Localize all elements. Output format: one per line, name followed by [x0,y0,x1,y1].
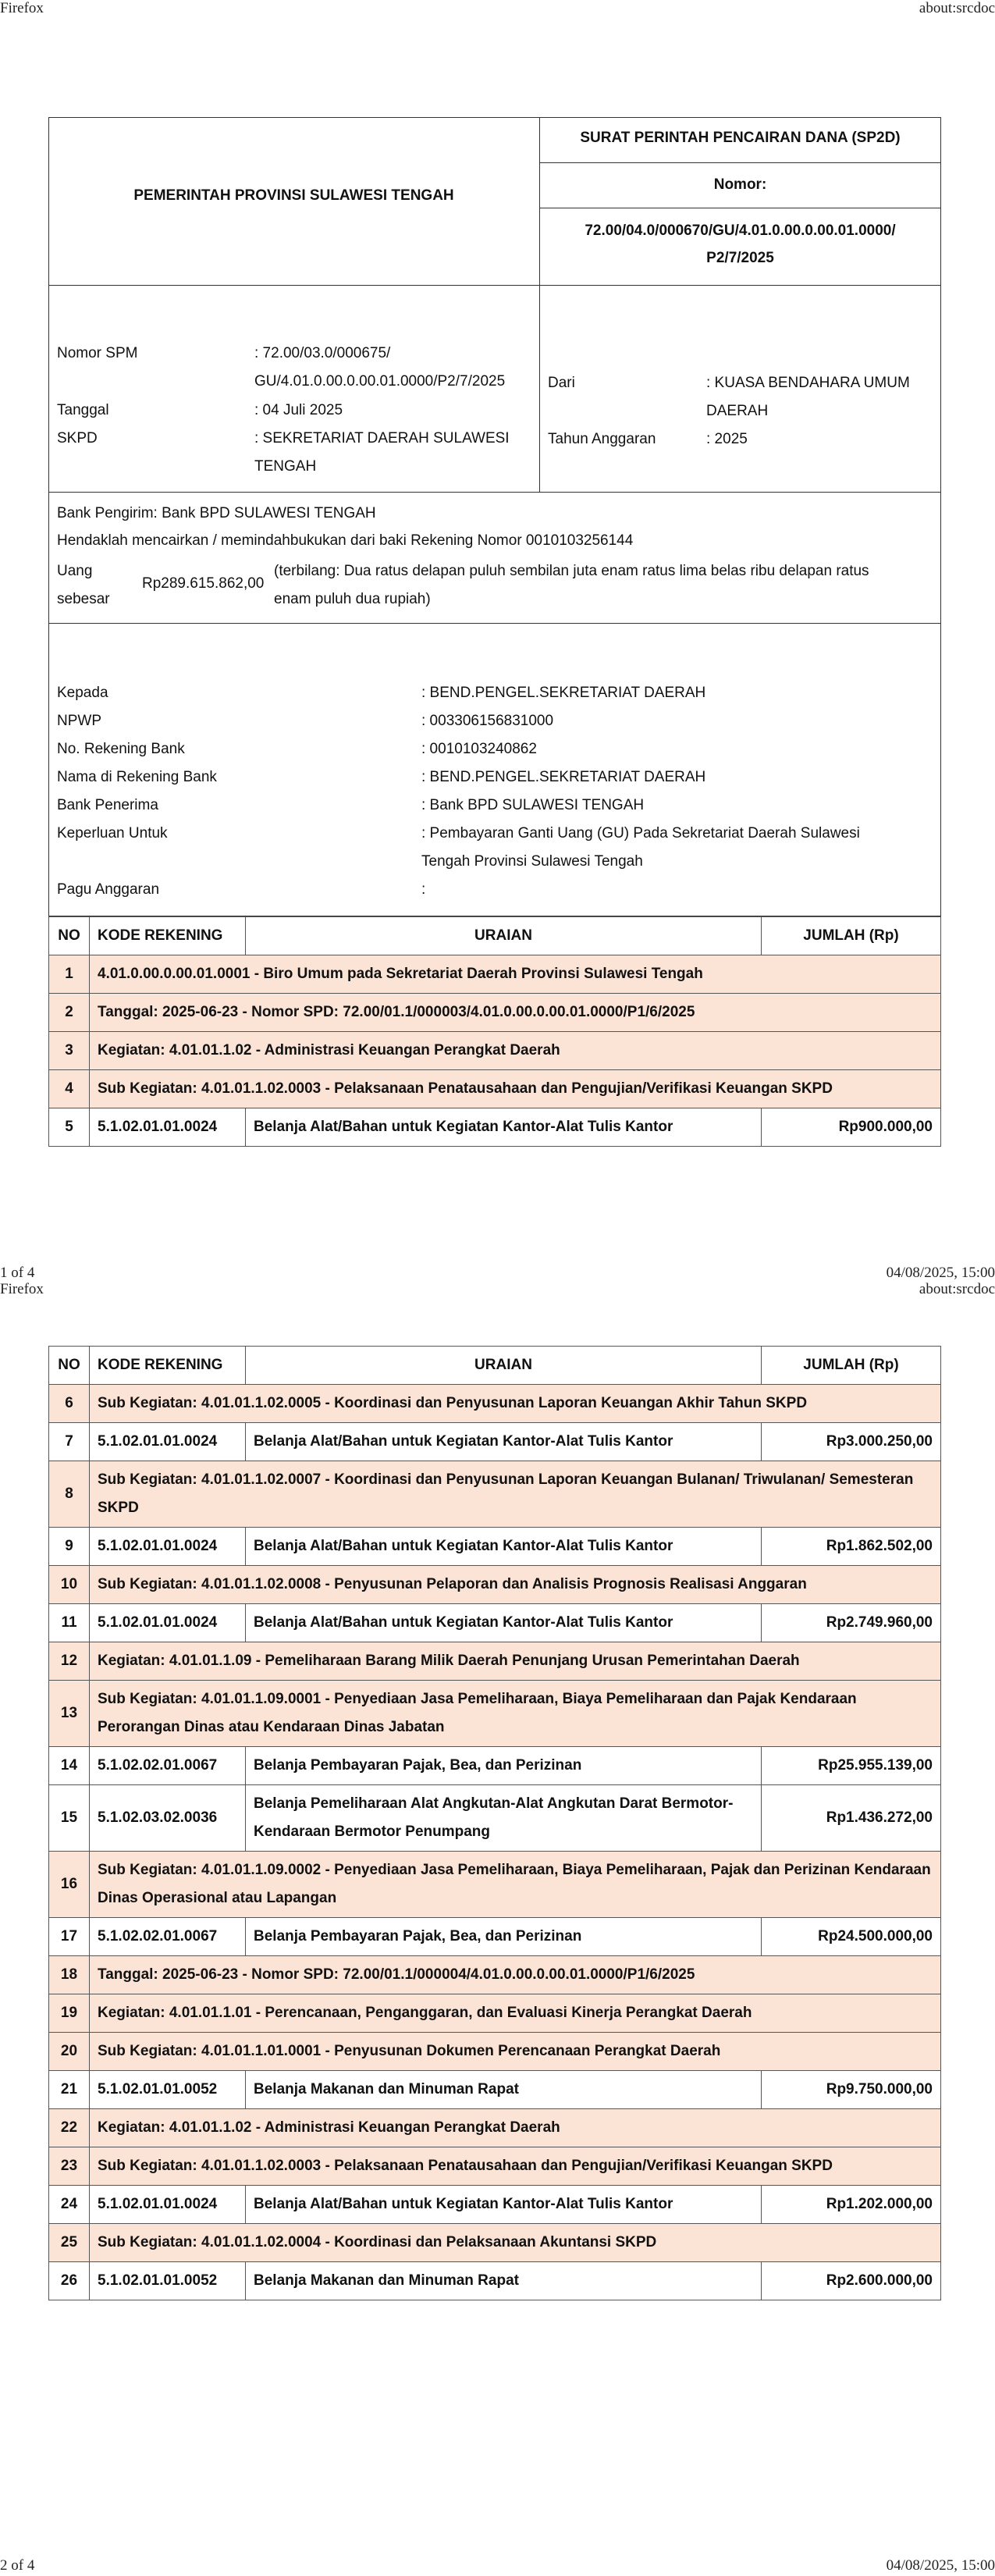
col-header-no: NO [49,917,90,955]
row-kode-rekening: 5.1.02.01.01.0052 [90,2071,246,2109]
row-kode-rekening: 5.1.02.01.01.0024 [90,2186,246,2224]
dari-value-1: : KUASA BENDAHARA UMUM [706,375,910,391]
nama-rekening-label: Nama di Rekening Bank [57,769,217,785]
table-row [49,1604,941,1642]
row-number: 22 [49,2109,90,2147]
dari-value-2: DAERAH [706,403,769,419]
row-number: 7 [49,1423,90,1461]
row-jumlah: Rp1.862.502,00 [762,1528,941,1566]
skpd-value-1: : SEKRETARIAT DAERAH SULAWESI [254,430,510,447]
table-row [49,1956,941,1994]
row-uraian: Belanja Alat/Bahan untuk Kegiatan Kantor-Alat Tulis Kantor [246,1528,762,1566]
page-2-timestamp: 04/08/2025, 15:00 [886,2557,995,2574]
table-row [49,2109,941,2147]
browser-app-name-page-2: Firefox [0,1281,44,1297]
row-group-text: Sub Kegiatan: 4.01.01.1.02.0004 - Koordinasi dan Pelaksanaan Akuntansi SKPD [90,2224,941,2262]
table-row [49,1108,941,1147]
bank-penerima-value: : Bank BPD SULAWESI TENGAH [421,797,645,813]
row-jumlah: Rp1.436.272,00 [762,1785,941,1852]
row-number: 19 [49,1994,90,2033]
row-uraian: Belanja Pembayaran Pajak, Bea, dan Perizinan [246,1747,762,1785]
row-kode-rekening: 5.1.02.01.01.0024 [90,1604,246,1642]
row-number: 15 [49,1785,90,1852]
jumlah-uang: Rp289.615.862,00 [142,575,265,592]
row-uraian: Belanja Alat/Bahan untuk Kegiatan Kantor-Alat Tulis Kantor [246,1604,762,1642]
row-group-text: Kegiatan: 4.01.01.1.02 - Administrasi Keuangan Perangkat Daerah [90,2109,941,2147]
col-header-kode: KODE REKENING [90,1347,246,1385]
row-number: 16 [49,1852,90,1918]
row-number: 26 [49,2262,90,2300]
row-number: 17 [49,1918,90,1956]
table-row [49,1032,941,1070]
table-row [49,955,941,994]
nomor-spm-value-2: GU/4.01.0.00.0.00.01.0000/P2/7/2025 [254,373,506,390]
row-group-text: Sub Kegiatan: 4.01.01.1.02.0008 - Penyusunan Pelaporan dan Analisis Prognosis Realisasi Anggaran [90,1566,941,1604]
tanggal-value: : 04 Juli 2025 [254,402,343,418]
row-jumlah: Rp9.750.000,00 [762,2071,941,2109]
bank-pengirim: Bank Pengirim: Bank BPD SULAWESI TENGAH [57,505,376,521]
row-number: 18 [49,1956,90,1994]
table-header-row [49,917,941,955]
table-row [49,2186,941,2224]
row-number: 13 [49,1681,90,1747]
table-row [49,1461,941,1528]
terbilang-line-1: (terbilang: Dua ratus delapan puluh sembilan juta enam ratus lima belas ribu delapan ratus [274,563,869,579]
row-group-text: Kegiatan: 4.01.01.1.09 - Pemeliharaan Barang Milik Daerah Penunjang Urusan Pemerintahan Daerah [90,1642,941,1681]
row-uraian: Belanja Makanan dan Minuman Rapat [246,2262,762,2300]
row-group-text: 4.01.0.00.0.00.01.0001 - Biro Umum pada Sekretariat Daerah Provinsi Sulawesi Tengah [90,955,941,994]
table-header-row [49,1347,941,1385]
table-row [49,2224,941,2262]
rekening-value: : 0010103240862 [421,741,537,757]
row-kode-rekening: 5.1.02.01.01.0052 [90,2262,246,2300]
row-group-text: Sub Kegiatan: 4.01.01.1.02.0003 - Pelaksanaan Penatausahaan dan Pengujian/Verifikasi Keuangan SKPD [90,1070,941,1108]
rekening-table-page-2 [48,1346,941,2300]
table-row [49,1994,941,2033]
row-group-text: Sub Kegiatan: 4.01.01.1.09.0001 - Penyediaan Jasa Pemeliharaan, Biaya Pemeliharaan dan Pajak Kendaraan Perorangan Dinas atau Kendaraan Dinas Jabatan [90,1681,941,1747]
row-number: 24 [49,2186,90,2224]
pagu-anggaran-label: Pagu Anggaran [57,881,160,898]
table-row [49,2262,941,2300]
row-number: 12 [49,1642,90,1681]
row-group-text: Tanggal: 2025-06-23 - Nomor SPD: 72.00/01.1/000003/4.01.0.00.0.00.01.0000/P1/6/2025 [90,994,941,1032]
nomor-line-1: 72.00/04.0/000670/GU/4.01.0.00.0.00.01.0000/ [585,222,896,239]
table-row [49,1681,941,1747]
row-uraian: Belanja Makanan dan Minuman Rapat [246,2071,762,2109]
keperluan-value-1: : Pembayaran Ganti Uang (GU) Pada Sekretariat Daerah Sulawesi [421,825,860,841]
row-jumlah: Rp900.000,00 [762,1108,941,1147]
table-row [49,2071,941,2109]
table-row [49,1852,941,1918]
row-number: 1 [49,955,90,994]
tanggal-label: Tanggal [57,402,109,418]
col-header-no: NO [49,1347,90,1385]
row-uraian: Belanja Alat/Bahan untuk Kegiatan Kantor-Alat Tulis Kantor [246,1423,762,1461]
row-jumlah: Rp25.955.139,00 [762,1747,941,1785]
row-group-text: Kegiatan: 4.01.01.1.02 - Administrasi Keuangan Perangkat Daerah [90,1032,941,1070]
npwp-label: NPWP [57,713,101,729]
table-row [49,1918,941,1956]
page-2-number: 2 of 4 [0,2557,35,2574]
terbilang-line-2: enam puluh dua rupiah) [274,591,431,607]
tahun-anggaran-label: Tahun Anggaran [548,431,656,447]
col-header-jumlah: JUMLAH (Rp) [762,1347,941,1385]
skpd-label: SKPD [57,430,98,447]
page-1-number: 1 of 4 [0,1265,35,1281]
col-header-uraian: URAIAN [246,1347,762,1385]
row-number: 4 [49,1070,90,1108]
row-group-text: Sub Kegiatan: 4.01.01.1.09.0002 - Penyediaan Jasa Pemeliharaan, Biaya Pemeliharaan, Pajak dan Perizinan Kendaraan Dinas Operasional atau Lapangan [90,1852,941,1918]
rekening-table-page-1 [48,916,941,1147]
row-kode-rekening: 5.1.02.01.01.0024 [90,1423,246,1461]
table-row [49,1070,941,1108]
bank-penerima-label: Bank Penerima [57,797,158,813]
row-number: 20 [49,2033,90,2071]
row-kode-rekening: 5.1.02.02.01.0067 [90,1918,246,1956]
nomor-label: Nomor: [713,176,767,193]
browser-app-name: Firefox [0,0,44,16]
row-group-text: Kegiatan: 4.01.01.1.01 - Perencanaan, Penganggaran, dan Evaluasi Kinerja Perangkat Daerah [90,1994,941,2033]
instansi-title: PEMERINTAH PROVINSI SULAWESI TENGAH [133,187,454,204]
row-number: 3 [49,1032,90,1070]
row-uraian: Belanja Alat/Bahan untuk Kegiatan Kantor-Alat Tulis Kantor [246,1108,762,1147]
row-kode-rekening: 5.1.02.01.01.0024 [90,1108,246,1147]
table-row [49,1642,941,1681]
rekening-label: No. Rekening Bank [57,741,185,757]
keperluan-label: Keperluan Untuk [57,825,168,841]
row-kode-rekening: 5.1.02.01.01.0024 [90,1528,246,1566]
row-number: 23 [49,2147,90,2186]
table-row [49,1423,941,1461]
row-jumlah: Rp1.202.000,00 [762,2186,941,2224]
table-row [49,1528,941,1566]
col-header-uraian: URAIAN [246,917,762,955]
tahun-anggaran-value: : 2025 [706,431,748,447]
nama-rekening-value: : BEND.PENGEL.SEKRETARIAT DAERAH [421,769,706,785]
browser-url-page-2: about:srcdoc [919,1281,995,1297]
col-header-kode: KODE REKENING [90,917,246,955]
browser-url: about:srcdoc [919,0,995,16]
row-number: 11 [49,1604,90,1642]
instruksi-pencairan: Hendaklah mencairkan / memindahbukukan dari baki Rekening Nomor 0010103256144 [57,532,634,549]
uang-label-1: Uang [57,563,93,579]
row-number: 2 [49,994,90,1032]
row-uraian: Belanja Pemeliharaan Alat Angkutan-Alat Angkutan Darat Bermotor-Kendaraan Bermotor Penumpang [246,1785,762,1852]
row-number: 5 [49,1108,90,1147]
table-row [49,994,941,1032]
row-group-text: Sub Kegiatan: 4.01.01.1.01.0001 - Penyusunan Dokumen Perencanaan Perangkat Daerah [90,2033,941,2071]
nomor-line-2: P2/7/2025 [706,250,774,266]
row-kode-rekening: 5.1.02.02.01.0067 [90,1747,246,1785]
document-title: SURAT PERINTAH PENCAIRAN DANA (SP2D) [580,130,901,146]
row-group-text: Tanggal: 2025-06-23 - Nomor SPD: 72.00/01.1/000004/4.01.0.00.0.00.01.0000/P1/6/2025 [90,1956,941,1994]
nomor-spm-value-1: : 72.00/03.0/000675/ [254,345,391,361]
row-jumlah: Rp2.749.960,00 [762,1604,941,1642]
table-row [49,1785,941,1852]
row-uraian: Belanja Pembayaran Pajak, Bea, dan Perizinan [246,1918,762,1956]
row-jumlah: Rp24.500.000,00 [762,1918,941,1956]
kepada-value: : BEND.PENGEL.SEKRETARIAT DAERAH [421,685,706,701]
row-group-text: Sub Kegiatan: 4.01.01.1.02.0007 - Koordinasi dan Penyusunan Laporan Keuangan Bulanan/ Triwulanan/ Semesteran SKPD [90,1461,941,1528]
uang-label-2: sebesar [57,591,110,607]
keperluan-value-2: Tengah Provinsi Sulawesi Tengah [421,853,643,870]
nomor-spm-label: Nomor SPM [57,345,138,361]
table-row [49,2147,941,2186]
col-header-jumlah: JUMLAH (Rp) [762,917,941,955]
row-number: 25 [49,2224,90,2262]
row-group-text: Sub Kegiatan: 4.01.01.1.02.0003 - Pelaksanaan Penatausahaan dan Pengujian/Verifikasi Keuangan SKPD [90,2147,941,2186]
table-row [49,1747,941,1785]
table-row [49,1566,941,1604]
table-row [49,2033,941,2071]
row-jumlah: Rp2.600.000,00 [762,2262,941,2300]
table-row [49,1385,941,1423]
row-jumlah: Rp3.000.250,00 [762,1423,941,1461]
row-group-text: Sub Kegiatan: 4.01.01.1.02.0005 - Koordinasi dan Penyusunan Laporan Keuangan Akhir Tahun SKPD [90,1385,941,1423]
skpd-value-2: TENGAH [254,458,317,475]
row-number: 21 [49,2071,90,2109]
row-kode-rekening: 5.1.02.03.02.0036 [90,1785,246,1852]
dari-label: Dari [548,375,575,391]
row-uraian: Belanja Alat/Bahan untuk Kegiatan Kantor-Alat Tulis Kantor [246,2186,762,2224]
row-number: 10 [49,1566,90,1604]
row-number: 9 [49,1528,90,1566]
pagu-anggaran-value: : [421,881,426,898]
row-number: 8 [49,1461,90,1528]
kepada-label: Kepada [57,685,108,701]
row-number: 14 [49,1747,90,1785]
row-number: 6 [49,1385,90,1423]
npwp-value: : 003306156831000 [421,713,554,729]
page-1-timestamp: 04/08/2025, 15:00 [886,1265,995,1281]
